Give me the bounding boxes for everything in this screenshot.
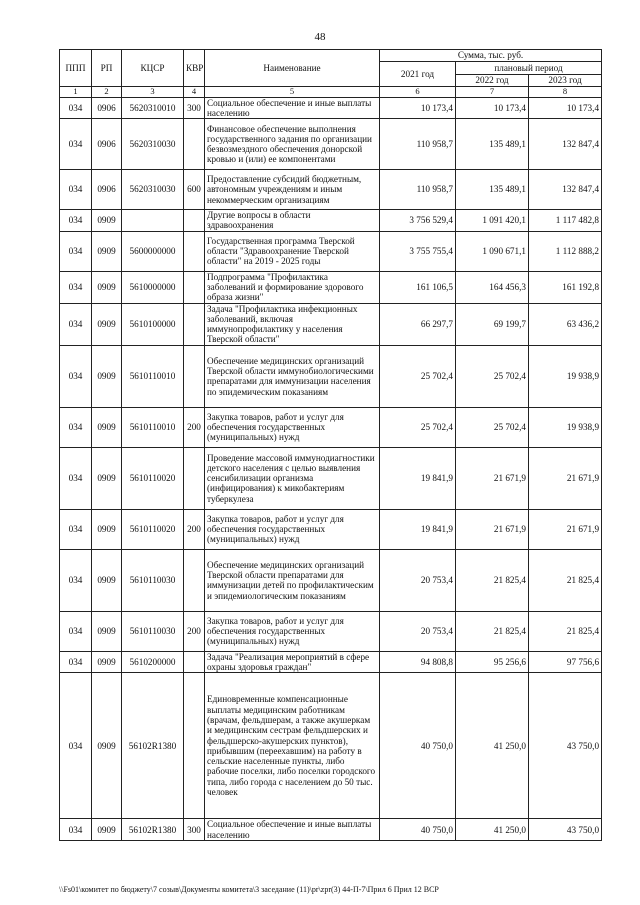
cell-rp: 0909 — [92, 611, 122, 651]
cell-kvr — [184, 271, 205, 303]
column-index: 1 — [60, 87, 92, 98]
cell-2021: 94 808,8 — [380, 651, 456, 673]
cell-2023: 10 173,4 — [529, 97, 602, 119]
cell-2022: 41 250,0 — [456, 819, 529, 841]
cell-2022: 21 671,9 — [456, 447, 529, 509]
cell-2022: 135 489,1 — [456, 170, 529, 210]
header-kvr: КВР — [184, 50, 205, 87]
cell-2021: 40 750,0 — [380, 819, 456, 841]
cell-rp: 0909 — [92, 509, 122, 549]
header-sum: Сумма, тыс. руб. — [380, 50, 602, 62]
cell-kcsr: 5610110020 — [122, 509, 184, 549]
page-number: 48 — [314, 31, 326, 43]
cell-ppp: 034 — [60, 611, 92, 651]
cell-2023: 43 750,0 — [529, 819, 602, 841]
cell-kvr — [184, 210, 205, 232]
table-row — [60, 447, 602, 509]
cell-kvr — [184, 447, 205, 509]
cell-kcsr: 5610110010 — [122, 345, 184, 407]
column-index: 2 — [92, 87, 122, 98]
column-index: 7 — [456, 87, 529, 98]
cell-kcsr: 5610200000 — [122, 651, 184, 673]
header-ppp: ППП — [60, 50, 92, 87]
table-row — [60, 611, 602, 651]
table-row — [60, 407, 602, 447]
table-row — [60, 170, 602, 210]
cell-ppp: 034 — [60, 819, 92, 841]
column-index: 5 — [205, 87, 380, 98]
table-row — [60, 651, 602, 673]
cell-ppp: 034 — [60, 271, 92, 303]
cell-rp: 0906 — [92, 97, 122, 119]
cell-name: Задача "Реализация мероприятий в сфере охраны здоровья граждан" — [205, 651, 380, 673]
table-row — [60, 119, 602, 170]
cell-2021: 19 841,9 — [380, 509, 456, 549]
cell-kcsr: 5610100000 — [122, 303, 184, 345]
cell-rp: 0906 — [92, 170, 122, 210]
cell-name: Закупка товаров, работ и услуг для обеспечения государственных (муниципальных) нужд — [205, 509, 380, 549]
header-2022: 2022 год — [456, 75, 529, 87]
cell-ppp: 034 — [60, 231, 92, 271]
cell-2021: 110 958,7 — [380, 119, 456, 170]
cell-kcsr: 5610110030 — [122, 611, 184, 651]
table-row — [60, 210, 602, 232]
cell-name: Единовременные компенсационные выплаты медицинским работникам (врачам, фельдшерам, а также акушеркам и медицинским сестрам фельдшерских и фельдшерско-акушерских пунктов), прибывшим (переехавшим) на работу в сельские населенные пункты, либо рабочие поселки, либо поселки городского типа, либо города с населением до 50 тыс. человек — [205, 673, 380, 819]
cell-name: Закупка товаров, работ и услуг для обеспечения государственных (муниципальных) нужд — [205, 407, 380, 447]
cell-ppp: 034 — [60, 447, 92, 509]
cell-2021: 110 958,7 — [380, 170, 456, 210]
cell-kcsr: 5610110020 — [122, 447, 184, 509]
cell-2023: 97 756,6 — [529, 651, 602, 673]
cell-2023: 132 847,4 — [529, 119, 602, 170]
cell-2023: 21 825,4 — [529, 611, 602, 651]
cell-ppp: 034 — [60, 303, 92, 345]
cell-2021: 40 750,0 — [380, 673, 456, 819]
cell-name: Задача "Профилактика инфекционных заболеваний, включая иммунопрофилактику у населения Тверской области" — [205, 303, 380, 345]
cell-rp: 0909 — [92, 303, 122, 345]
header-name: Наименование — [205, 50, 380, 87]
cell-ppp: 034 — [60, 345, 92, 407]
cell-2022: 10 173,4 — [456, 97, 529, 119]
cell-2023: 161 192,8 — [529, 271, 602, 303]
cell-rp: 0909 — [92, 651, 122, 673]
cell-ppp: 034 — [60, 210, 92, 232]
cell-ppp: 034 — [60, 651, 92, 673]
cell-2022: 164 456,3 — [456, 271, 529, 303]
cell-name: Обеспечение медицинских организаций Тверской области иммунобиологическими препаратами для иммунизации населения по эпидемическим показаниям — [205, 345, 380, 407]
table-row — [60, 303, 602, 345]
cell-kvr: 200 — [184, 509, 205, 549]
header-rp: РП — [92, 50, 122, 87]
header-kcsr: КЦСР — [122, 50, 184, 87]
cell-2023: 63 436,2 — [529, 303, 602, 345]
cell-2021: 161 106,5 — [380, 271, 456, 303]
table-row — [60, 549, 602, 611]
table-row — [60, 673, 602, 819]
cell-2023: 132 847,4 — [529, 170, 602, 210]
cell-ppp: 034 — [60, 673, 92, 819]
cell-kvr: 600 — [184, 170, 205, 210]
cell-2022: 21 671,9 — [456, 509, 529, 549]
cell-2022: 41 250,0 — [456, 673, 529, 819]
header-2021: 2021 год — [380, 62, 456, 87]
table-row — [60, 231, 602, 271]
cell-kvr — [184, 651, 205, 673]
cell-2021: 25 702,4 — [380, 345, 456, 407]
cell-name: Закупка товаров, работ и услуг для обеспечения государственных (муниципальных) нужд — [205, 611, 380, 651]
cell-kcsr: 5610110010 — [122, 407, 184, 447]
cell-2023: 21 671,9 — [529, 509, 602, 549]
cell-rp: 0909 — [92, 345, 122, 407]
cell-rp: 0909 — [92, 549, 122, 611]
cell-name: Другие вопросы в области здравоохранения — [205, 210, 380, 232]
table-row — [60, 97, 602, 119]
cell-rp: 0909 — [92, 231, 122, 271]
cell-rp: 0909 — [92, 210, 122, 232]
cell-2021: 19 841,9 — [380, 447, 456, 509]
column-index: 8 — [529, 87, 602, 98]
budget-table — [59, 49, 602, 841]
cell-2022: 135 489,1 — [456, 119, 529, 170]
cell-2022: 95 256,6 — [456, 651, 529, 673]
cell-kcsr: 5620310010 — [122, 97, 184, 119]
cell-ppp: 034 — [60, 509, 92, 549]
cell-2022: 25 702,4 — [456, 345, 529, 407]
cell-kvr — [184, 303, 205, 345]
cell-2022: 25 702,4 — [456, 407, 529, 447]
cell-rp: 0909 — [92, 447, 122, 509]
cell-rp: 0909 — [92, 407, 122, 447]
cell-kcsr: 56102R1380 — [122, 673, 184, 819]
cell-name: Государственная программа Тверской области "Здравоохранение Тверской области" на 2019 - 2025 годы — [205, 231, 380, 271]
cell-2021: 3 755 755,4 — [380, 231, 456, 271]
cell-2021: 25 702,4 — [380, 407, 456, 447]
cell-2021: 10 173,4 — [380, 97, 456, 119]
cell-kvr: 300 — [184, 819, 205, 841]
cell-kvr: 300 — [184, 97, 205, 119]
cell-ppp: 034 — [60, 170, 92, 210]
cell-kcsr — [122, 210, 184, 232]
cell-name: Социальное обеспечение и иные выплаты населению — [205, 97, 380, 119]
header-planned-period: плановый период — [456, 62, 602, 75]
cell-ppp: 034 — [60, 119, 92, 170]
cell-kvr: 200 — [184, 407, 205, 447]
cell-kcsr: 5610000000 — [122, 271, 184, 303]
cell-kcsr: 5620310030 — [122, 119, 184, 170]
cell-kvr — [184, 231, 205, 271]
cell-2021: 20 753,4 — [380, 549, 456, 611]
cell-ppp: 034 — [60, 97, 92, 119]
cell-name: Социальное обеспечение и иные выплаты населению — [205, 819, 380, 841]
cell-2022: 21 825,4 — [456, 549, 529, 611]
cell-kcsr: 5610110030 — [122, 549, 184, 611]
cell-ppp: 034 — [60, 407, 92, 447]
cell-2021: 20 753,4 — [380, 611, 456, 651]
cell-name: Подпрограмма "Профилактика заболеваний и формирование здорового образа жизни" — [205, 271, 380, 303]
cell-name: Финансовое обеспечение выполнения государственного задания по организации безвозмездного обеспечения донорской кровью и (или) ее компонентами — [205, 119, 380, 170]
cell-2023: 19 938,9 — [529, 345, 602, 407]
cell-kvr — [184, 119, 205, 170]
cell-kcsr: 56102R1380 — [122, 819, 184, 841]
cell-2023: 1 112 888,2 — [529, 231, 602, 271]
cell-rp: 0909 — [92, 819, 122, 841]
cell-kcsr: 5620310030 — [122, 170, 184, 210]
cell-name: Обеспечение медицинских организаций Тверской области препаратами для иммунизации детей по профилактическим и эпидемиологическим показаниям — [205, 549, 380, 611]
cell-kvr — [184, 345, 205, 407]
cell-2023: 43 750,0 — [529, 673, 602, 819]
header-2023: 2023 год — [529, 75, 602, 87]
cell-rp: 0909 — [92, 673, 122, 819]
cell-2021: 66 297,7 — [380, 303, 456, 345]
cell-kvr: 200 — [184, 611, 205, 651]
cell-2023: 19 938,9 — [529, 407, 602, 447]
cell-2021: 3 756 529,4 — [380, 210, 456, 232]
table-row — [60, 819, 602, 841]
column-index: 4 — [184, 87, 205, 98]
cell-kvr — [184, 673, 205, 819]
table-row — [60, 271, 602, 303]
cell-2022: 1 091 420,1 — [456, 210, 529, 232]
column-index: 6 — [380, 87, 456, 98]
table-row — [60, 345, 602, 407]
cell-2023: 1 117 482,8 — [529, 210, 602, 232]
cell-2022: 21 825,4 — [456, 611, 529, 651]
file-path-footer: \\Fs01\комитет по бюджету\7 созыв\Документы комитета\3 заседание (11)\pr\zpr(3) 44-П-7\Прил 6 Прил 12 ВСР — [59, 885, 439, 894]
column-index: 3 — [122, 87, 184, 98]
cell-ppp: 034 — [60, 549, 92, 611]
cell-2022: 1 090 671,1 — [456, 231, 529, 271]
cell-kcsr: 5600000000 — [122, 231, 184, 271]
cell-2023: 21 671,9 — [529, 447, 602, 509]
cell-rp: 0909 — [92, 271, 122, 303]
cell-name: Предоставление субсидий бюджетным, автономным учреждениям и иным некоммерческим организациям — [205, 170, 380, 210]
table-row — [60, 509, 602, 549]
cell-2023: 21 825,4 — [529, 549, 602, 611]
cell-2022: 69 199,7 — [456, 303, 529, 345]
cell-rp: 0906 — [92, 119, 122, 170]
column-index-row — [60, 87, 602, 98]
cell-name: Проведение массовой иммунодиагностики детского населения с целью выявления сенсибилизации организма (инфицирования) к микобактериям туберкулеза — [205, 447, 380, 509]
cell-kvr — [184, 549, 205, 611]
